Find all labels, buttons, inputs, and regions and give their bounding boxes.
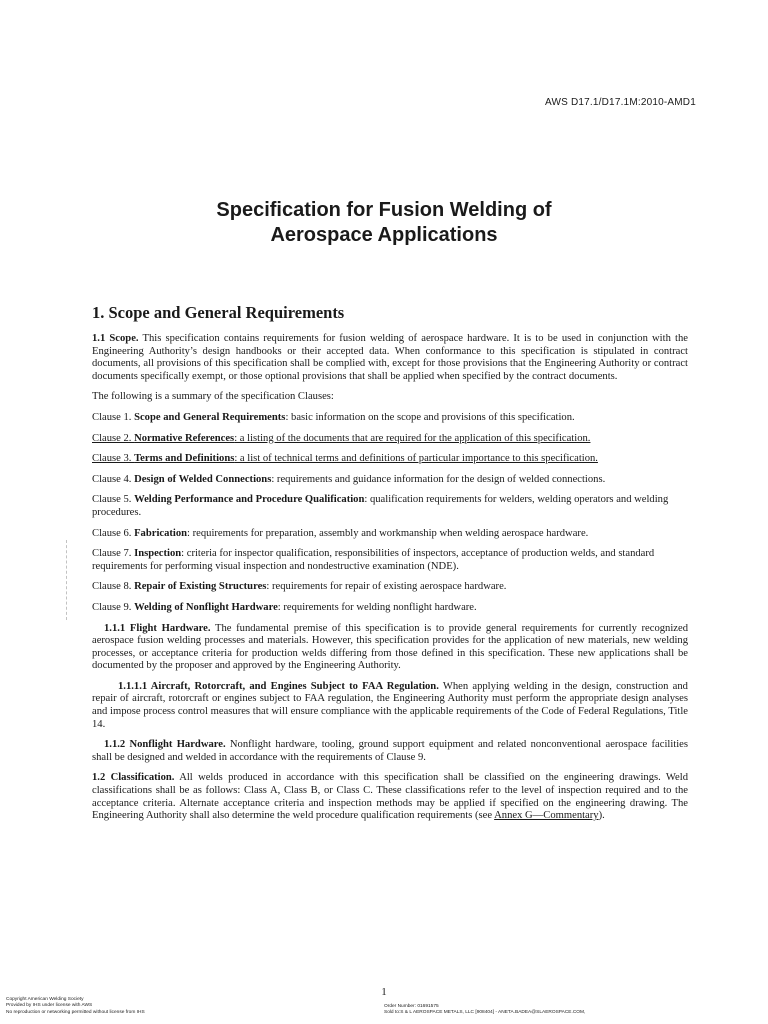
footer-line: Provided by IHS under license with AWS xyxy=(6,1003,93,1009)
clause-desc: : qualification requirements for welders, welding operators and welding procedures. xyxy=(92,494,669,518)
footer-line: Copyright American Welding Society xyxy=(6,997,84,1002)
clause-desc: : requirements and guidance information for the design of welded connections. xyxy=(271,473,606,485)
paragraph-label: 1.1 Scope. xyxy=(92,333,139,344)
paragraph-1-1-1 xyxy=(92,623,688,673)
clause-name[interactable]: Terms and Definitions xyxy=(134,453,235,465)
clause-item-9 xyxy=(92,602,688,615)
clause-prefix: Clause 5. xyxy=(92,494,135,506)
document-body xyxy=(92,303,688,831)
title-line-2: Aerospace Applications xyxy=(270,224,498,246)
clause-item-8 xyxy=(92,581,688,594)
clause-name: Welding of Nonflight Hardware xyxy=(134,601,278,613)
paragraph-label: 1.1.2 Nonflight Hardware. xyxy=(104,739,226,751)
clause-name: Welding Performance and Procedure Qualification xyxy=(134,494,365,506)
paragraph-label: 1.2 Classification. xyxy=(92,772,175,784)
document-title xyxy=(0,198,768,248)
clause-item-7 xyxy=(92,548,688,573)
clause-name: Fabrication xyxy=(134,527,188,539)
clause-desc: : requirements for repair of existing aerospace hardware. xyxy=(266,581,507,593)
paragraph-label: 1.1.1.1 Aircraft, Rotorcraft, and Engines Subject to FAA Regulation. xyxy=(118,680,439,692)
clause-prefix: Clause 1. xyxy=(92,411,135,423)
clause-name: Repair of Existing Structures xyxy=(134,581,267,593)
clause-prefix: Clause 9. xyxy=(92,601,135,613)
footer-line: Order Number: 01691575 xyxy=(384,1004,439,1009)
clause-item-4 xyxy=(92,474,688,487)
paragraph-1-1-1-1 xyxy=(92,681,688,731)
section-heading: 1. Scope and General Requirements xyxy=(92,303,345,322)
clause-prefix: Clause 8. xyxy=(92,581,135,593)
paragraph-1-1 xyxy=(92,333,688,383)
clause-desc: : a listing of the documents that are required for the application of this specification. xyxy=(234,432,591,444)
clause-item-2[interactable] xyxy=(92,433,688,446)
clause-item-3[interactable] xyxy=(92,453,688,466)
clause-desc: : basic information on the scope and provisions of this specification. xyxy=(285,411,575,423)
clause-desc: : requirements for preparation, assembly and workmanship when welding aerospace hardware. xyxy=(187,527,589,539)
paragraph-text: When applying welding in the design, construction and repair of aircraft, rotorcraft or engines subject to FAA regulation, the Engineering Authority must perform the appropriate design analyses and impose process control measures that will ensure compliance with the applicable requirements of the Code of Federal Regulations, Title 14. xyxy=(92,680,688,730)
margin-scan-marks xyxy=(66,540,75,620)
clause-prefix: Clause 4. xyxy=(92,473,135,485)
page-number: 1 xyxy=(381,986,387,998)
title-line-1: Specification for Fusion Welding of xyxy=(216,199,552,221)
clause-name: Scope and General Requirements xyxy=(134,411,286,423)
paragraph-label: 1.1.1 Flight Hardware. xyxy=(104,622,211,634)
paragraph-end: ). xyxy=(598,810,605,822)
clause-desc: : requirements for welding nonflight hardware. xyxy=(277,601,477,613)
paragraph-1-2 xyxy=(92,772,688,822)
clauses-intro: The following is a summary of the specification Clauses: xyxy=(92,391,334,403)
footer-copyright xyxy=(6,997,145,1016)
clause-desc: : criteria for inspector qualification, responsibilities of inspectors, acceptance of production welds, and standard requirements for performing visual inspection and nondestructive examination (NDE). xyxy=(92,548,655,572)
clause-prefix: Clause 2. xyxy=(92,432,135,444)
clause-prefix: Clause 3. xyxy=(92,453,135,465)
clause-item-6 xyxy=(92,528,688,541)
document-code: AWS D17.1/D17.1M:2010-AMD1 xyxy=(544,97,696,108)
clause-name: Inspection xyxy=(134,548,182,560)
footer-line: No reproduction or networking permitted without license from IHS xyxy=(6,1009,145,1015)
clause-prefix: Clause 7. xyxy=(92,548,135,560)
paragraph-text: This specification contains requirements for fusion welding of aerospace hardware. It is to be used in conjunction with the Engineering Authority’s design handbooks or their accepted data. When conformance to this specification is stipulated in contract documents, all provisions of this specification shall be complied with, except for those provisions that the Engineering Authority or contract documents specifically exempt, or those optional provisions that shall be applied when specified by the contract documents. xyxy=(92,333,688,382)
footer-line: Sold to:S & L AEROSPACE METALS, LLC [908404] - ANETA.BADEA@SLAEROSPACE.COM, xyxy=(384,1010,586,1016)
paragraph-text: The fundamental premise of this specification is to provide general requirements for currently recognized aerospace fusion welding processes and materials. However, this specification provides for the application of new materials, new welding processes, or acceptance criteria for production welds differing from those defined in this specification. These new applications shall be documented by the proposer and approved by the Engineering Authority. xyxy=(92,622,688,672)
clause-name[interactable]: Normative References xyxy=(134,432,235,444)
paragraph-text: Nonflight hardware, tooling, ground support equipment and related nonconventional aerospace facilities shall be designed and welded in accordance with the requirements of Clause 9. xyxy=(92,739,688,763)
paragraph-text: All welds produced in accordance with this specification shall be classified on the engineering drawings. Weld classifications shall be as follows: Class A, Class B, or Class C. These classifications refer to the level of inspection required and to the acceptance criteria. Alternate acceptance criteria and inspection methods may be applied if specified on the engineering drawing. The Engineering Authority shall also determine the weld procedure qualification requirements (see xyxy=(92,772,688,822)
clause-name: Design of Welded Connections xyxy=(134,473,272,485)
paragraph-1-1-2 xyxy=(92,739,688,764)
annex-link[interactable]: Annex G—Commentary xyxy=(494,810,599,822)
clause-item-1 xyxy=(92,412,688,425)
clause-item-5 xyxy=(92,494,688,519)
footer-order-info xyxy=(384,1004,585,1017)
clause-prefix: Clause 6. xyxy=(92,527,135,539)
clause-desc: : a list of technical terms and definitions of particular importance to this specification. xyxy=(234,453,598,465)
